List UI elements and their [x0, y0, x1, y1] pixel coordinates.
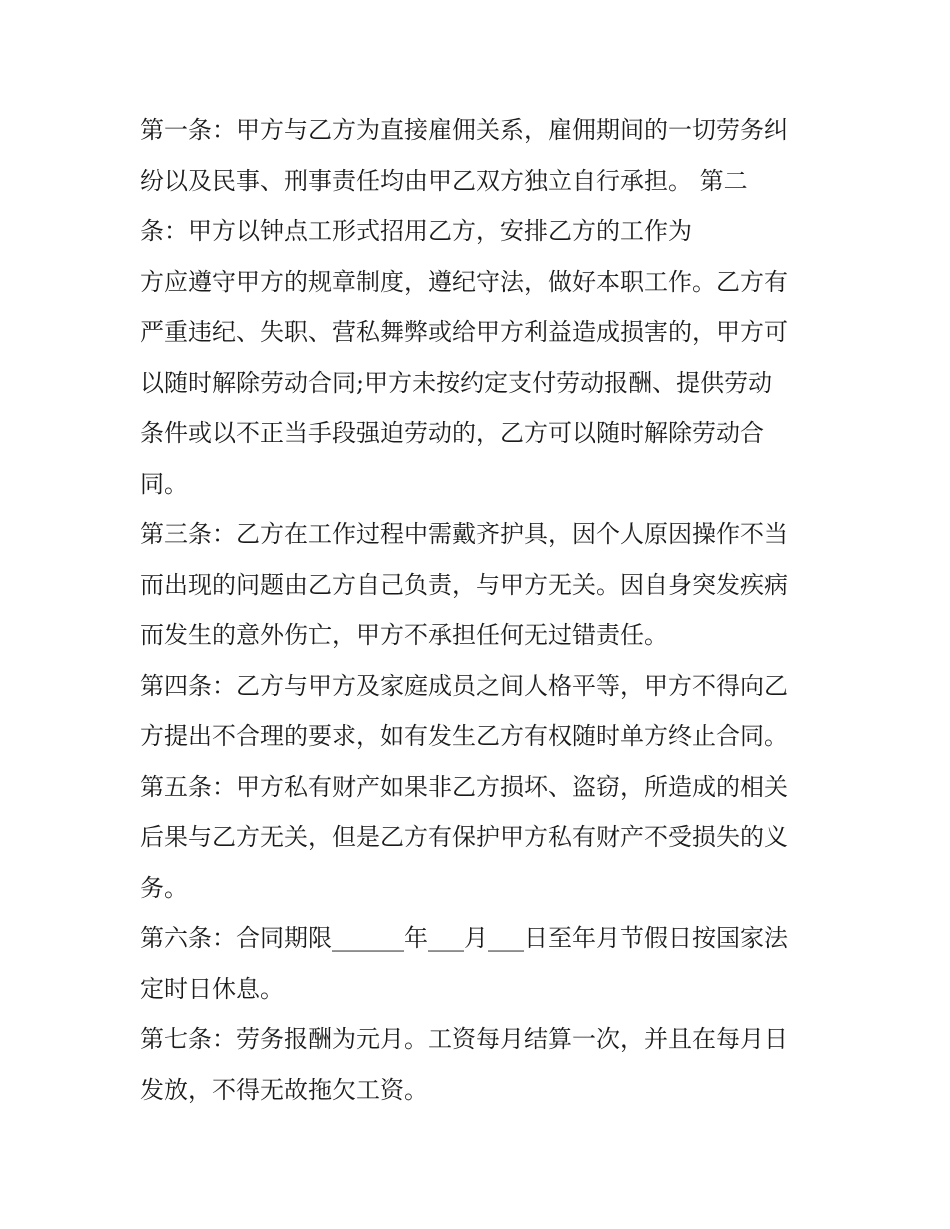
text-line: 同。 — [140, 470, 188, 498]
text-line: 纷以及民事、刑事责任均由甲乙双方独立自行承担。 第二 — [140, 167, 748, 195]
text-line: 而出现的问题由乙方自己负责，与甲方无关。因自身突发疾病 — [140, 571, 788, 599]
text-line: 第一条：甲方与乙方为直接雇佣关系，雇佣期间的一切劳务纠 — [140, 116, 788, 144]
text-line: 发放，不得无故拖欠工资。 — [140, 1076, 428, 1104]
text-line: 严重违纪、失职、营私舞弊或给甲方利益造成损害的，甲方可 — [140, 318, 788, 346]
text-line: 方应遵守甲方的规章制度，遵纪守法，做好本职工作。乙方有 — [140, 268, 788, 296]
text-line: 方提出不合理的要求，如有发生乙方有权随时单方终止合同。 — [140, 722, 788, 750]
text-line: 第六条：合同期限______年___月___日至年月节假日按国家法 — [140, 924, 788, 952]
text-line: 第四条：乙方与甲方及家庭成员之间人格平等，甲方不得向乙 — [140, 672, 788, 700]
text-line: 第七条：劳务报酬为元月。工资每月结算一次，并且在每月日 — [140, 1025, 788, 1053]
text-line: 第五条：甲方私有财产如果非乙方损坏、盗窃，所造成的相关 — [140, 773, 788, 801]
text-line: 以随时解除劳动合同;甲方未按约定支付劳动报酬、提供劳动 — [140, 369, 773, 397]
text-line: 定时日休息。 — [140, 975, 284, 1003]
text-line: 后果与乙方无关，但是乙方有保护甲方私有财产不受损失的义 — [140, 823, 788, 851]
text-line: 务。 — [140, 874, 188, 902]
text-line: 条：甲方以钟点工形式招用乙方，安排乙方的工作为 — [140, 217, 692, 245]
text-line: 第三条：乙方在工作过程中需戴齐护具，因个人原因操作不当 — [140, 520, 788, 548]
text-line: 而发生的意外伤亡，甲方不承担任何无过错责任。 — [140, 621, 668, 649]
text-line: 条件或以不正当手段强迫劳动的，乙方可以随时解除劳动合 — [140, 419, 764, 447]
